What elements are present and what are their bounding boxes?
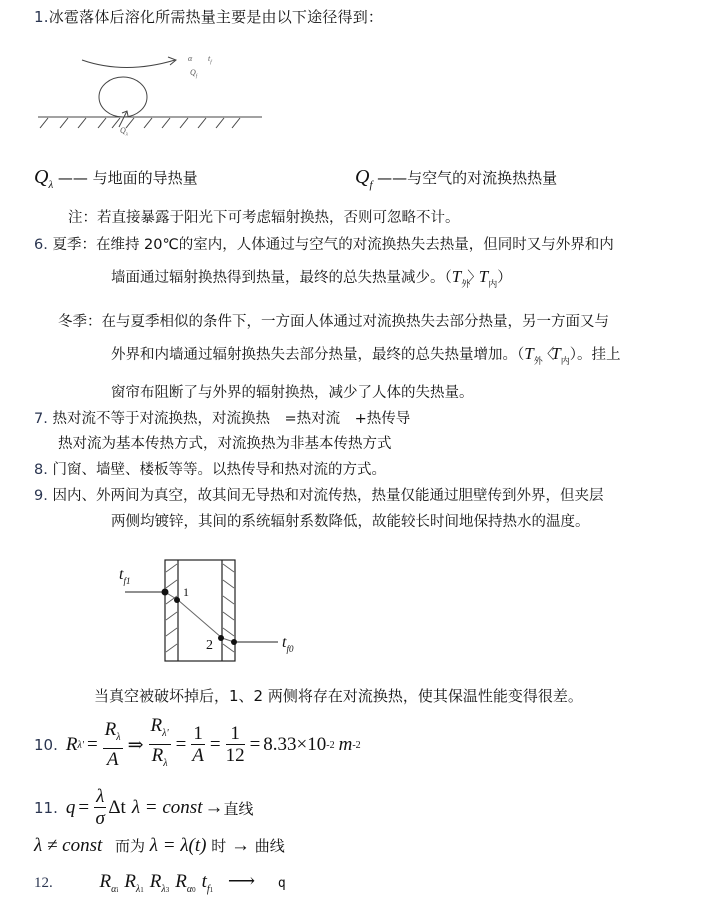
- item-11-equation: 11. q = $\frac{\lambda}{\sigma}$ Δt λ = const → 直线: [34, 785, 254, 829]
- hail-label-alpha: α: [188, 54, 193, 63]
- fraction-1-over-12: $\frac{1}{12}$: [225, 722, 245, 766]
- point-wall-right-outer: [231, 639, 237, 645]
- hail-label-Ql: $Q_\lambda$: [120, 126, 128, 138]
- resistance-term: $R_{\alpha 0}$: [175, 871, 196, 895]
- resistance-term: $R_{\lambda 3}$: [149, 871, 170, 895]
- item-6-summer-line1: 6. 夏季：在维持 20℃的室内，人体通过与空气的对流换热失去热量，但同时又与外界和内: [34, 237, 614, 253]
- resistance-term: $R_{\lambda 1}$: [124, 871, 144, 895]
- hail-label-tf: $t_f$: [208, 54, 212, 66]
- legend-Q-lambda: $Q_\lambda$ —— 与地面的导热量: [34, 166, 198, 191]
- item-9-line2: 两侧均镀锌，其间的系统辐射系数降低，故能较长时间地保持热水的温度。: [111, 514, 590, 530]
- item-text: 冰雹落体后溶化所需热量主要是由以下途径得到：: [48, 8, 384, 26]
- hailstone-circle: [99, 77, 147, 117]
- item-7-line2: 热对流为基本传热方式，对流换热为非基本传热方式: [58, 436, 392, 452]
- fraction-ratio: $\frac{R_{\lambda'}}{R_\lambda}$: [150, 714, 169, 769]
- item-6-summer-line2: 墙面通过辐射换热得到热量，最终的总失热量减少。（$T_外$〉$T_内$）: [111, 267, 512, 290]
- item-number: 1.: [34, 8, 49, 26]
- label-point-2: 2: [206, 638, 213, 653]
- resistance-term: $t_{f1}$: [201, 871, 214, 895]
- label-t-f0: $t_{f0}$: [282, 634, 294, 654]
- point-2: [218, 635, 224, 641]
- arrow: ⟶: [227, 871, 256, 892]
- label-t-f1: $t_{f1}$: [119, 566, 131, 586]
- point-1: [174, 597, 180, 603]
- left-hatching: [166, 564, 177, 652]
- item-12-terms: [99, 871, 220, 895]
- airflow-arrow: [82, 60, 175, 68]
- item-7-line1: 7. 热对流不等于对流换热，对流换热 =热对流 +热传导: [34, 411, 411, 427]
- fraction-lambda-over-sigma: $\frac{\lambda}{\sigma}$: [95, 785, 105, 829]
- item-10-equation: 10. R λ' = $\frac{R_\lambda}{A}$ ⇒ $\frac{R_{\lambda'}}{R_\lambda}$ = $\frac{1}{A}$ = $\frac{1}{12}$ = 8.33×10 -2 m -2: [34, 716, 361, 774]
- outer-wall: [165, 560, 235, 661]
- fraction-1-over-A: $\frac{1}{A}$: [192, 722, 204, 766]
- item-6-winter-line1: 冬季：在与夏季相似的条件下，一方面人体通过对流换热失去部分热量，另一方面又与: [58, 314, 609, 330]
- item-9-note: 当真空被破坏掉后，1、2 两侧将存在对流换热，使其保温性能变得很差。: [94, 687, 583, 705]
- item-6-winter-line2: 外界和内墙通过辐射换热失去部分热量，最终的总失热量增加。（$T_外$〈$T_内$）。挂上: [111, 344, 621, 367]
- item-12-equation: 12. $R_{\alpha i}$ $R_{\lambda 1}$ $R_{\lambda 3}$ $R_{\alpha 0}$ $t_{f1}$ ⟶ q: [34, 871, 286, 895]
- result-value: 8.33×10: [263, 734, 327, 755]
- item-6-winter-line3: 窗帘布阻断了与外界的辐射换热，减少了人体的失热量。: [111, 385, 474, 401]
- conduction-arrow: [119, 111, 127, 127]
- item-1-note: 注：若直接暴露于阳光下可考虑辐射换热，否则可忽略不计。: [68, 210, 460, 226]
- temperature-profile-2: [178, 600, 222, 638]
- ground-hatching: [40, 118, 240, 128]
- resistance-term: $R_{\alpha i}$: [99, 871, 119, 895]
- fraction-R-lambda-over-A: $\frac{R_\lambda}{A}$: [104, 718, 121, 770]
- item-8-line1: 8. 门窗、墙壁、楼板等等。以热传导和热对流的方式。: [34, 462, 386, 478]
- hail-figure: [30, 45, 270, 145]
- thermos-wall-figure: [100, 550, 320, 675]
- item-1-heading: [34, 6, 383, 27]
- legend-Q-f: $Q_f$ ——与空气的对流换热热量: [355, 166, 558, 191]
- point-wall-left-outer: [162, 589, 169, 596]
- result-q: q: [277, 876, 286, 891]
- label-point-1: 1: [183, 585, 189, 599]
- item-9-line1: 9. 因内、外两间为真空，故其间无导热和对流传热，热量仅能通过胆壁传到外界，但夹层: [34, 488, 604, 504]
- item-11-line2: λ ≠ const 而为 λ = λ(t) 时 → 曲线: [34, 835, 285, 856]
- hail-label-Qf: $Q_f$: [190, 68, 198, 80]
